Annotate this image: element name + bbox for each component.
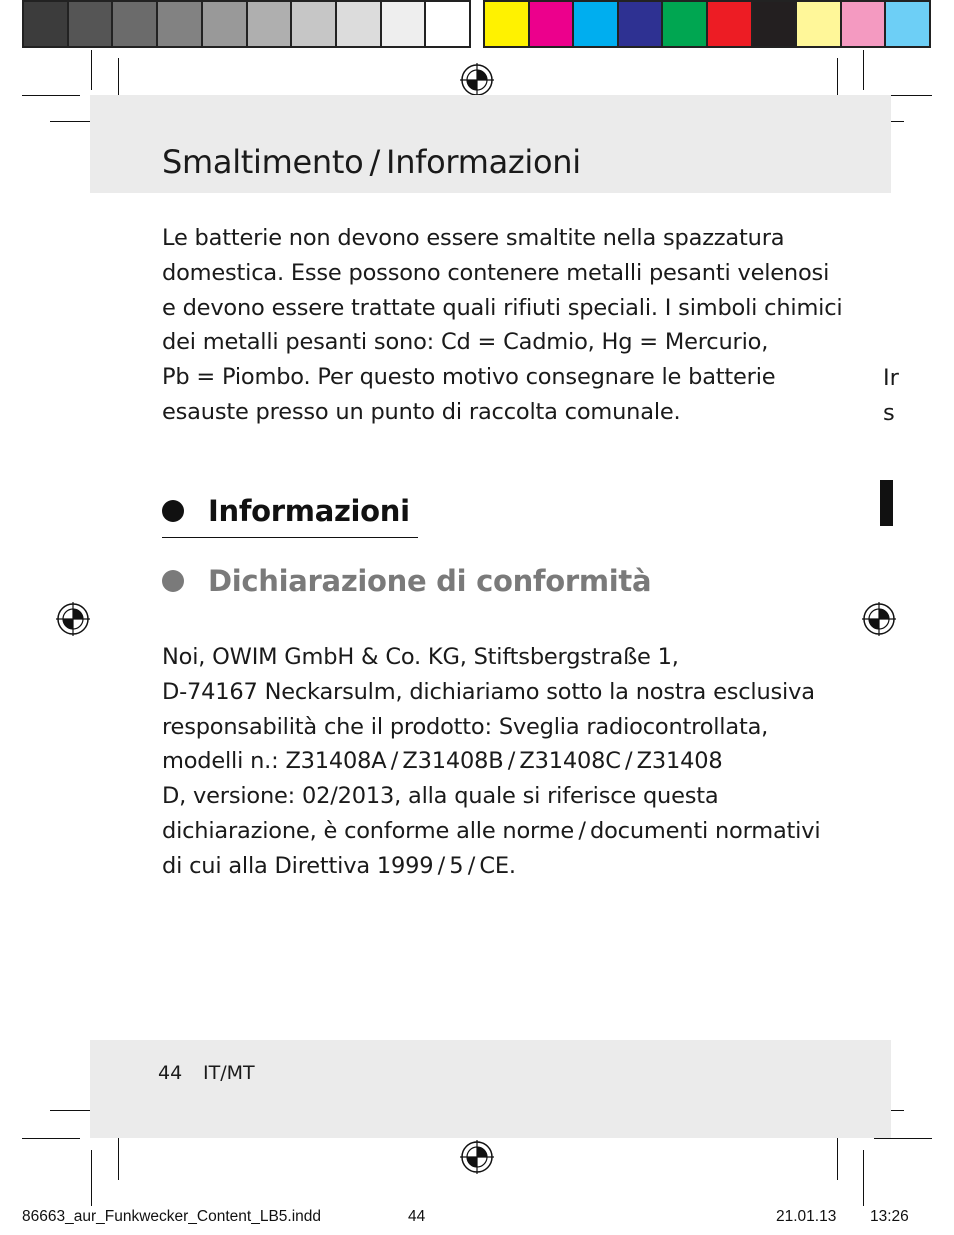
gray-swatch (24, 2, 69, 46)
paragraph-line: modelli n.: Z31408A / Z31408B / Z31408C / Z31408 (162, 748, 723, 775)
color-swatch (753, 2, 798, 46)
language-code: IT/MT (203, 1062, 255, 1084)
crop-mark (837, 1132, 838, 1180)
paragraph-line: di cui alla Direttiva 1999 / 5 / CE. (162, 852, 516, 879)
gray-swatch (248, 2, 293, 46)
gray-swatch (292, 2, 337, 46)
section-heading-conformity (162, 564, 651, 598)
facing-page-fragment: s (883, 400, 895, 426)
crop-mark (91, 50, 92, 90)
gray-swatch (426, 2, 469, 46)
registration-mark-icon (460, 1140, 494, 1174)
color-swatch (530, 2, 575, 46)
color-swatch (708, 2, 753, 46)
paragraph-line: dichiarazione, è conforme alle norme / documenti normativi (162, 817, 821, 844)
gray-swatch (382, 2, 427, 46)
paragraph-line: D, versione: 02/2013, alla quale si riferisce questa (162, 783, 719, 810)
color-swatch (485, 2, 530, 46)
registration-mark-icon (56, 602, 90, 636)
slug-time: 13:26 (870, 1208, 909, 1225)
color-swatch (619, 2, 664, 46)
paragraph-line: esauste presso un punto di raccolta comunale. (162, 398, 681, 425)
gray-swatch (69, 2, 114, 46)
disposal-paragraph (162, 221, 843, 430)
section-heading-text: Dichiarazione di conformità (208, 564, 652, 598)
paragraph-line: dei metalli pesanti sono: Cd = Cadmio, Hg = Mercurio, (162, 329, 769, 356)
registration-mark-icon (460, 63, 494, 97)
paragraph-line: responsabilità che il prodotto: Sveglia radiocontrollata, (162, 713, 769, 740)
bullet-icon (162, 500, 184, 522)
registration-mark-icon (862, 602, 896, 636)
heading-underline (162, 537, 418, 538)
color-swatch (797, 2, 842, 46)
page-title: Smaltimento / Informazioni (162, 143, 581, 181)
color-swatch (574, 2, 619, 46)
paragraph-line: Le batterie non devono essere smaltite nella spazzatura (162, 225, 785, 251)
crop-mark (91, 1150, 92, 1206)
slug-page: 44 (408, 1208, 426, 1225)
crop-mark (874, 1138, 932, 1139)
facing-page-heading-fragment (880, 480, 893, 526)
crop-mark (22, 1138, 80, 1139)
gray-swatch-bar (22, 0, 471, 48)
process-color-swatch-bar (483, 0, 931, 48)
paragraph-line: D-74167 Neckarsulm, dichiariamo sotto la nostra esclusiva (162, 678, 815, 705)
gray-swatch (337, 2, 382, 46)
crop-mark (22, 95, 80, 96)
section-heading-text: Informazioni (208, 494, 410, 528)
color-swatch (663, 2, 708, 46)
footer-band (90, 1040, 891, 1138)
gray-swatch (158, 2, 203, 46)
facing-page-fragment: Ir (883, 365, 899, 391)
gray-swatch (203, 2, 248, 46)
conformity-paragraph (162, 640, 821, 884)
section-heading-info (162, 494, 410, 528)
crop-mark (118, 1132, 119, 1180)
paragraph-line: domestica. Esse possono contenere metalli pesanti velenosi (162, 259, 830, 286)
color-swatch (842, 2, 887, 46)
paragraph-line: Noi, OWIM GmbH & Co. KG, Stiftsbergstraße 1, (162, 644, 679, 670)
crop-mark (863, 50, 864, 90)
paragraph-line: Pb = Piombo. Per questo motivo consegnare le batterie (162, 364, 776, 391)
slug-filename: 86663_aur_Funkwecker_Content_LB5.indd (22, 1208, 322, 1225)
paragraph-line: e devono essere trattate quali rifiuti speciali. I simboli chimici (162, 294, 843, 321)
color-swatch (886, 2, 929, 46)
gray-swatch (113, 2, 158, 46)
crop-mark (863, 1150, 864, 1206)
slug-date: 21.01.13 (776, 1208, 837, 1225)
page-number: 44 (158, 1062, 183, 1084)
bullet-icon (162, 570, 184, 592)
